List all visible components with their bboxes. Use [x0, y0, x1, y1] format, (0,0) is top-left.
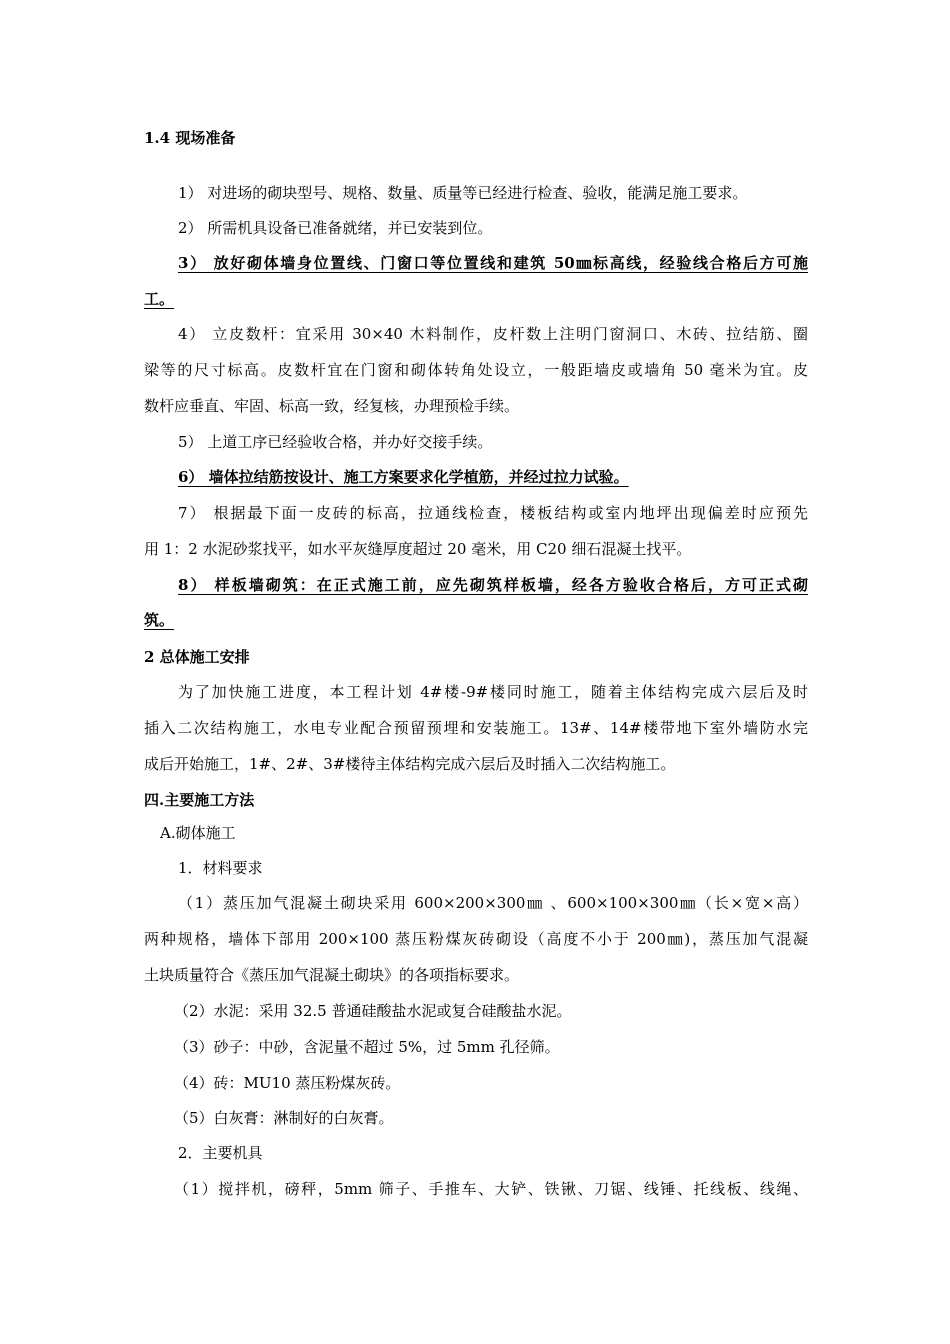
prep-item-4: 4） 立皮数杆：宜采用 30×40 木料制作，皮杆数上注明门窗洞口、木砖、拉结筋、圈: [178, 325, 808, 343]
material-5: （5）白灰膏：淋制好的白灰膏。: [174, 1109, 394, 1127]
prep-item-4-cont-2: 数杆应垂直、牢固、标高一致，经复核，办理预检手续。: [144, 397, 520, 415]
prep-item-4-cont-1: 梁等的尺寸标高。皮数杆宜在门窗和砌体转角处设立，一般距墙皮或墙角 50 毫米为宜。皮: [144, 361, 808, 379]
tools-1: （1）搅拌机，磅秤，5mm 筛子、手推车、大铲、铁锹、刀锯、线锤、托线板、线绳、: [174, 1180, 808, 1198]
material-2: （2）水泥：采用 32.5 普通硅酸盐水泥或复合硅酸盐水泥。: [174, 1002, 572, 1020]
section-heading-4: 四.主要施工方法: [144, 791, 255, 809]
section-heading-1-4: 1.4 现场准备: [144, 129, 236, 147]
subheading-materials: 1．材料要求: [178, 859, 263, 877]
prep-item-7-cont: 用 1：2 水泥砂浆找平，如水平灰缝厚度超过 20 毫米，用 C20 细石混凝土找平。: [144, 540, 692, 558]
material-4: （4）砖：MU10 蒸压粉煤灰砖。: [174, 1074, 401, 1092]
prep-item-8-cont: 筑。: [144, 611, 175, 629]
material-1-cont-2: 土块质量符合《蒸压加气混凝土砌块》的各项指标要求。: [144, 966, 520, 984]
subheading-masonry: A.砌体施工: [160, 824, 236, 842]
prep-item-3-cont: 工。: [144, 290, 175, 308]
schedule-line-3: 成后开始施工，1#、2#、3#楼待主体结构完成六层后及时插入二次结构施工。: [144, 755, 676, 773]
material-1: （1）蒸压加气混凝土砌块采用 600×200×300㎜ 、600×100×300㎜（长×宽×高）: [178, 894, 808, 912]
material-3: （3）砂子：中砂，含泥量不超过 5%，过 5mm 孔径筛。: [174, 1038, 560, 1056]
prep-item-2: 2） 所需机具设备已准备就绪，并已安装到位。: [178, 219, 493, 237]
prep-item-8: 8） 样板墙砌筑：在正式施工前，应先砌筑样板墙，经各方验收合格后，方可正式砌: [178, 576, 808, 594]
prep-item-6: 6） 墙体拉结筋按设计、施工方案要求化学植筋，并经过拉力试验。: [178, 468, 629, 486]
prep-item-5: 5） 上道工序已经验收合格，并办好交接手续。: [178, 433, 493, 451]
subheading-tools: 2．主要机具: [178, 1144, 263, 1162]
material-1-cont-1: 两种规格，墙体下部用 200×100 蒸压粉煤灰砖砌设（高度不小于 200㎜)，蒸压加气混凝: [144, 930, 808, 948]
section-heading-2: 2 总体施工安排: [144, 648, 250, 666]
prep-item-3: 3） 放好砌体墙身位置线、门窗口等位置线和建筑 50㎜标高线，经验线合格后方可施: [178, 254, 808, 272]
schedule-line-2: 插入二次结构施工，水电专业配合预留预埋和安装施工。13#、14#楼带地下室外墙防水完: [144, 719, 808, 737]
prep-item-1: 1） 对进场的砌块型号、规格、数量、质量等已经进行检查、验收，能满足施工要求。: [178, 184, 748, 202]
schedule-line-1: 为了加快施工进度，本工程计划 4#楼-9#楼同时施工，随着主体结构完成六层后及时: [178, 683, 808, 701]
prep-item-7: 7） 根据最下面一皮砖的标高，拉通线检查，楼板结构或室内地坪出现偏差时应预先: [178, 504, 808, 522]
